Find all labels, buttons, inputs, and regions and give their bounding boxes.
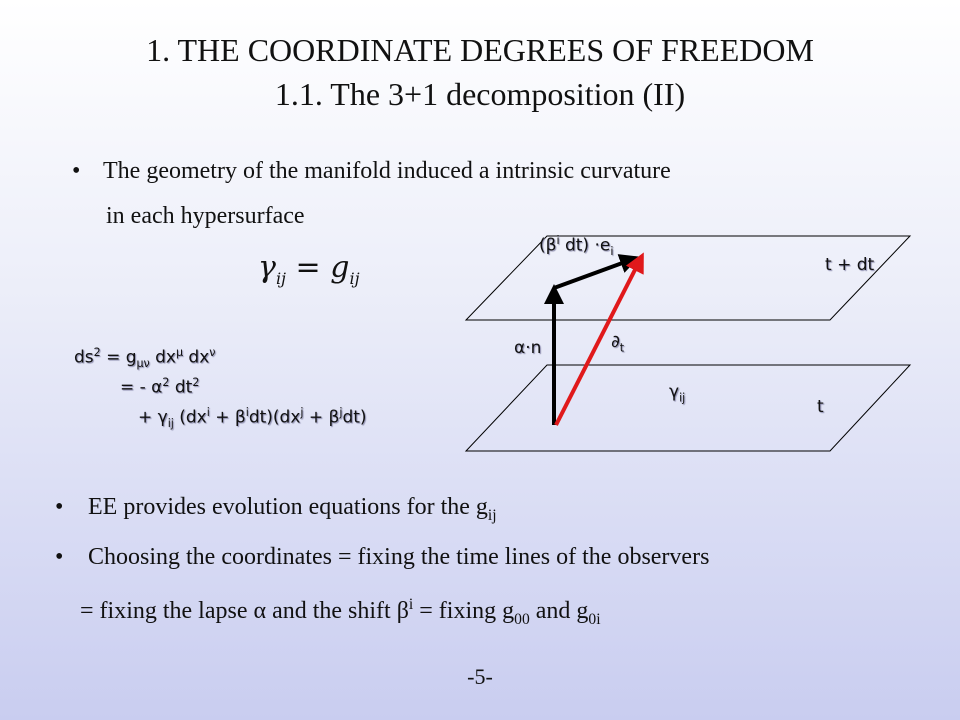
lapse-label: α·n [514,338,542,358]
bullet-marker: • [55,494,64,520]
metric-line3: + $\gamma_{ij}$ $(dx^i + \beta^idt)(dx^j + \beta^jdt)$ [138,406,367,431]
metric-line2: = - $\alpha^2$ $dt^2$ [120,376,200,398]
bullet1-line2: in each hypersurface [106,203,305,229]
gamma-equation: $\gamma_{ij} = g_{ij}$ [258,250,360,288]
bullet3-line2: = fixing the lapse α and the shift $\beta^i$ = fixing $g_{00}$ and $g_{0i}$ [80,596,601,628]
page-number: -5- [467,664,493,689]
slide-subtitle: 1.1. The 3+1 decomposition (II) [274,76,686,112]
shift-label: ($\beta^i$ $dt) \cdot e_i$ [539,234,614,259]
bullet-marker: • [55,544,64,570]
hypersurface-top [466,236,910,320]
shift-vector-arrow [554,258,636,288]
time-vector-label: $\partial_t$ [611,332,625,355]
bullet-marker: • [72,158,81,184]
metric-line1: $ds^2 = g_{\mu\nu}$ $dx^\mu$ $dx^\nu$ [74,346,216,371]
bullet2-text: EE provides evolution equations for the $g_{ij}$ [88,494,497,524]
bullet3-line1: Choosing the coordinates = fixing the time lines of the observers [88,544,710,570]
slide-title: 1. THE COORDINATE DEGREES OF FREEDOM [146,32,814,68]
bottom-slice-label: t [817,397,824,417]
induced-metric-label: $\gamma_{ij}$ [669,382,686,405]
top-slice-label: t + dt [825,255,875,275]
hypersurface-bottom [466,365,910,451]
bullet1-line1: The geometry of the manifold induced a intrinsic curvature [103,158,671,184]
